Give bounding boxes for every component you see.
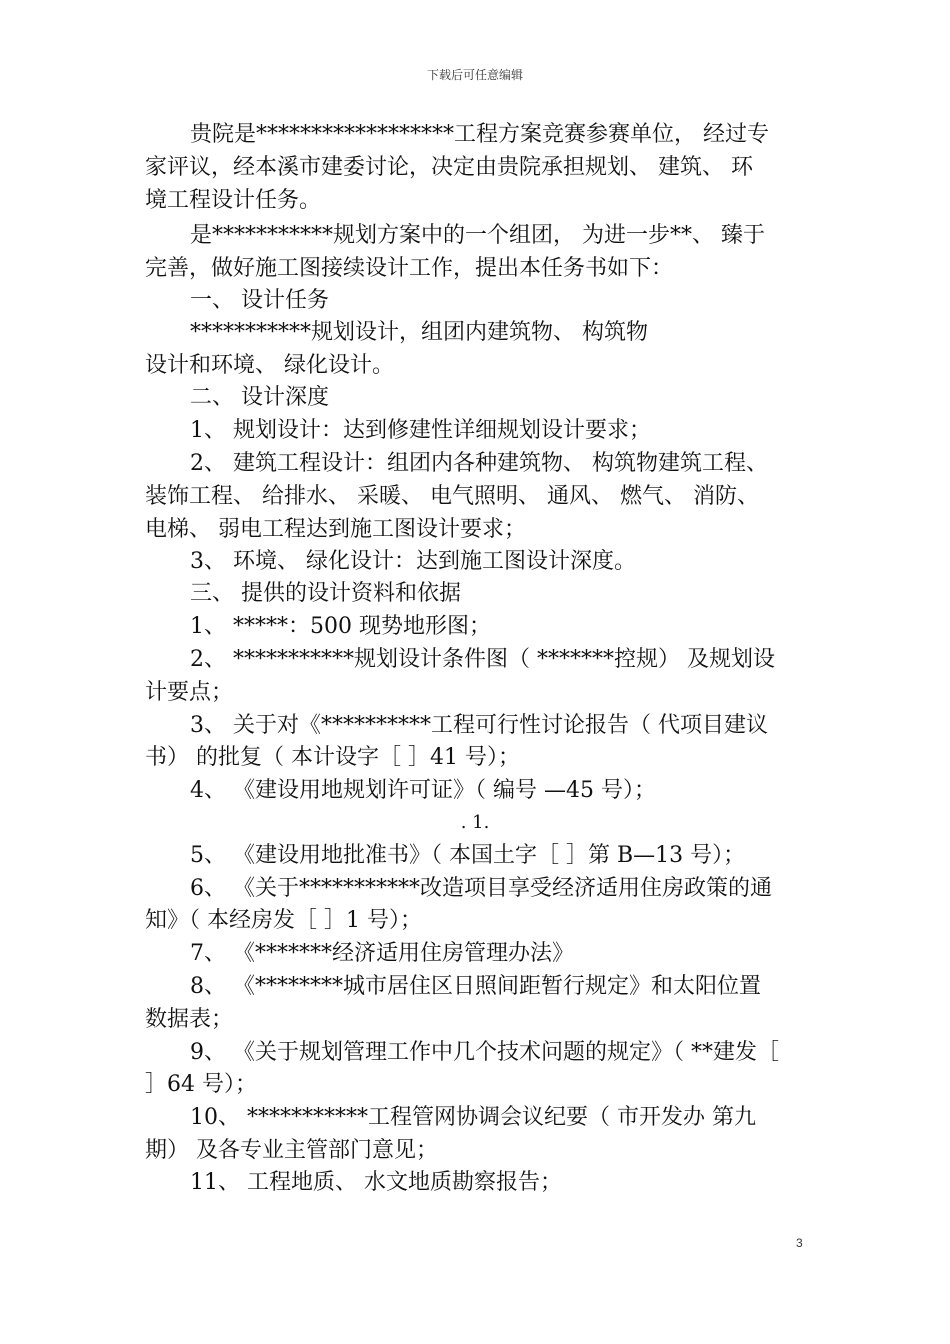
paragraph-line: ***********规划设计，组团内建筑物、 构筑物 [190,320,648,345]
paragraph-line: 贵院是******************工程方案竞赛参赛单位， 经过专 [190,122,769,147]
paragraph-line: 完善，做好施工图接续设计工作，提出本任务书如下： [145,256,674,281]
list-item: 1、 规划设计：达到修建性详细规划设计要求； [190,418,651,443]
page-marker: . 1. [460,812,490,833]
list-item-continuation: 电梯、 弱电工程达到施工图设计要求； [145,517,526,542]
list-item: 4、 《建设用地规划许可证》（ 编号 —45 号）； [190,778,656,803]
list-item: 5、 《建设用地批准书》（ 本国土字［ ］第 B—13 号）； [190,843,746,868]
paragraph-line: 家评议，经本溪市建委讨论，决定由贵院承担规划、 建筑、 环 [145,155,753,180]
paragraph-line: 境工程设计任务。 [145,188,322,213]
list-item: 9、 《关于规划管理工作中几个技术问题的规定》（ **建发［ [190,1040,779,1065]
list-item-continuation: 计要点； [145,680,234,705]
list-item-continuation: 知》（ 本经房发［ ］1 号）； [145,908,422,933]
paragraph-line: 设计和环境、 绿化设计。 [145,353,394,378]
section-heading: 二、 设计深度 [190,385,329,410]
list-item: 3、 关于对《**********工程可行性讨论报告（ 代项目建议 [190,713,768,738]
list-item-continuation: 期） 及各专业主管部门意见； [145,1138,438,1163]
list-item: 6、 《关于***********改造项目享受经济适用住房政策的通 [190,876,772,901]
list-item: 11、 工程地质、 水文地质勘察报告； [190,1170,562,1195]
list-item-continuation: 书） 的批复（ 本计设字［ ］41 号）； [145,745,520,770]
list-item-continuation: 数据表； [145,1007,234,1032]
list-item: 8、 《********城市居住区日照间距暂行规定》和太阳位置 [190,974,761,999]
list-item: 1、 *****：500 现势地形图； [190,614,491,639]
list-item: 3、 环境、 绿化设计：达到施工图设计深度。 [190,549,636,574]
list-item: 2、 ***********规划设计条件图（ *******控规） 及规划设 [190,647,775,672]
section-heading: 三、 提供的设计资料和依据 [190,581,461,606]
list-item: 7、 《*******经济适用住房管理办法》 [190,941,574,966]
section-heading: 一、 设计任务 [190,288,329,313]
list-item: 2、 建筑工程设计：组团内各种建筑物、 构筑物建筑工程、 [190,451,768,476]
list-item-continuation: 装饰工程、 给排水、 采暖、 电气照明、 通风、 燃气、 消防、 [145,484,759,509]
list-item: 10、 ***********工程管网协调会议纪要（ 市开发办 第九 [190,1105,756,1130]
page-header: 下载后可任意编辑 [426,68,523,82]
page-number: 3 [796,1236,803,1250]
paragraph-line: 是***********规划方案中的一个组团， 为进一步**、 臻于 [190,223,765,248]
list-item-continuation: ］64 号）； [145,1072,257,1097]
